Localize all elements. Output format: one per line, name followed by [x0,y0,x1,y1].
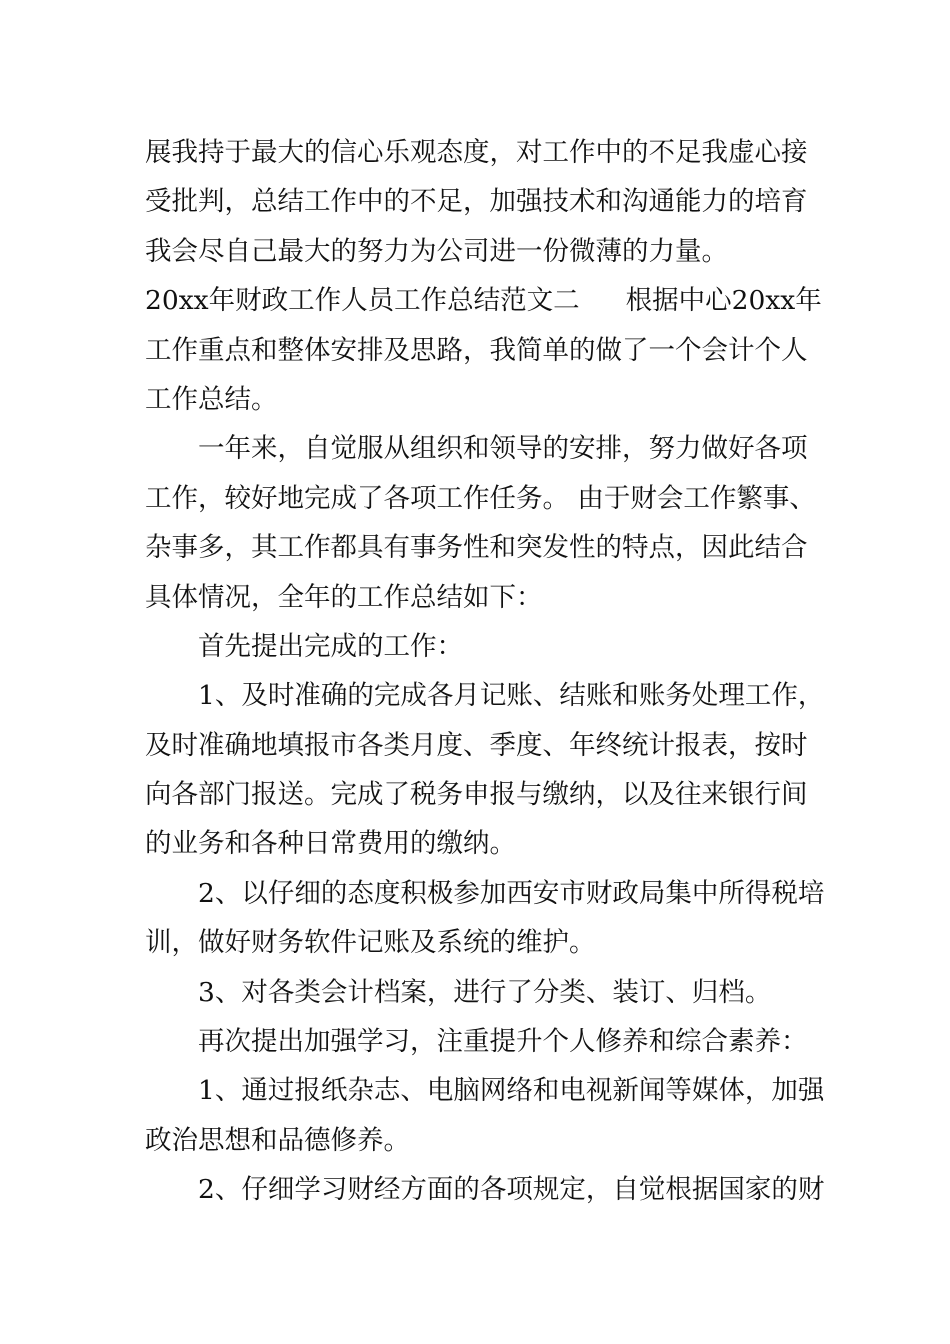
title-line: 工作总结。 [145,383,278,415]
list-item-line: 的业务和各种日常费用的缴纳。 [145,828,516,860]
paragraph-line: 工作，较好地完成了各项工作任务。 由于财会工作繁事、 [145,482,816,514]
list-item-line: 政治思想和品德修养。 [145,1124,410,1156]
document-title: 20xx年财政工作人员工作总结范文二 [145,285,580,317]
paragraph-line: 具体情况，全年的工作总结如下： [145,581,543,613]
intro-line: 我会尽自己最大的努力为公司进一份微薄的力量。 [145,235,728,267]
paragraph-line: 杂事多，其工作都具有事务性和突发性的特点，因此结合 [145,532,808,564]
intro-line: 展我持于最大的信心乐观态度，对工作中的不足我虚心接 [145,137,808,168]
list-item-line: 1、及时准确的完成各月记账、结账和账务处理工作， [198,680,825,712]
section-heading: 首先提出完成的工作： [198,630,463,662]
list-item-line: 2、仔细学习财经方面的各项规定，自觉根据国家的财 [198,1174,825,1206]
list-item-line: 3、对各类会计档案，进行了分类、装订、归档。 [198,976,772,1008]
list-item-line: 训，做好财务软件记账及系统的维护。 [145,927,596,959]
list-item-line: 及时准确地填报市各类月度、季度、年终统计报表，按时 [145,729,808,761]
document-body [145,128,825,1215]
list-item-line: 2、以仔细的态度积极参加西安市财政局集中所得税培 [198,877,825,909]
list-item-line: 向各部门报送。完成了税务申报与缴纳，以及往来银行间 [145,779,808,811]
title-continuation: 根据中心20xx年 [625,285,822,317]
document-title-line [145,276,822,325]
title-line: 工作重点和整体安排及思路，我简单的做了一个会计个人 [145,334,808,366]
list-item-line: 1、通过报纸杂志、电脑网络和电视新闻等媒体，加强 [198,1075,825,1107]
paragraph-line: 一年来，自觉服从组织和领导的安排，努力做好各项 [198,433,808,465]
section-heading: 再次提出加强学习，注重提升个人修养和综合素养： [198,1026,808,1058]
intro-line: 受批判，总结工作中的不足，加强技术和沟通能力的培育 [145,186,808,218]
